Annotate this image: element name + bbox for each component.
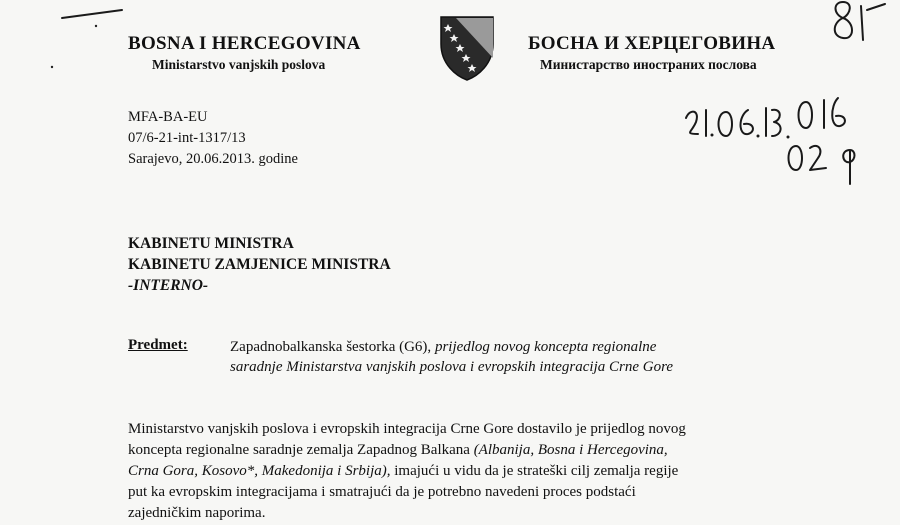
- reference-number: 07/6-21-int-1317/13: [128, 130, 246, 146]
- handwritten-number-81: [825, 0, 895, 52]
- header-right-subtitle: Министарство иностраних послова: [540, 57, 757, 72]
- subject-line-2: [230, 357, 673, 377]
- body-line-4: put ka evropskim integracijama i smatrajući da je potrebno navedeni proces podstaći: [128, 484, 636, 500]
- pen-stroke-top-left: [62, 10, 122, 18]
- subject-label: Predmet:: [128, 337, 188, 353]
- body-line-2-italic: (Albanija, Bosna i Hercegovina,: [473, 442, 668, 458]
- coat-of-arms-icon: [438, 14, 496, 82]
- addressee-deputy-cabinet: KABINETU ZAMJENICE MINISTRA: [128, 256, 391, 273]
- header-left-title: BOSNA I HERCEGOVINA: [128, 33, 361, 54]
- body-line-2: [128, 440, 668, 461]
- subject-plain: Zapadnobalkanska šestorka (G6),: [230, 339, 432, 355]
- subject-italic-1: prijedlog novog koncepta regionalne: [434, 339, 657, 355]
- pen-dot: [95, 25, 97, 27]
- reference-code: MFA-BA-EU: [128, 109, 208, 125]
- reference-date: Sarajevo, 20.06.2013. godine: [128, 151, 298, 167]
- addressee-internal: -INTERNO-: [128, 277, 209, 294]
- body-line-3: [128, 461, 678, 482]
- body-line-1: Ministarstvo vanjskih poslova i evropskih integracija Crne Gore dostavilo je prijedlog novog: [128, 421, 686, 437]
- body-line-5: zajedničkim naporima.: [128, 505, 266, 521]
- subject-italic-2: saradnje Ministarstva vanjskih poslova i evropskih integracija Crne Gore: [230, 359, 674, 375]
- addressee-ministry-cabinet: KABINETU MINISTRA: [128, 235, 294, 252]
- body-line-2-plain: koncepta regionalne saradnje zemalja Zapadnog Balkana: [128, 442, 470, 458]
- body-line-3-italic: Crna Gora, Kosovo*, Makedonija i Srbija),: [128, 463, 391, 479]
- subject-line-1: [230, 337, 780, 357]
- header-left-subtitle: Ministarstvo vanjskih poslova: [152, 57, 326, 72]
- header-right-title: БОСНА И ХЕРЦЕГОВИНА: [528, 33, 776, 54]
- pen-dot-2: [51, 66, 53, 68]
- body-line-3-plain: imajući u vidu da je strateški cilj zemalja regije: [394, 463, 679, 479]
- handwritten-registration: [678, 88, 878, 198]
